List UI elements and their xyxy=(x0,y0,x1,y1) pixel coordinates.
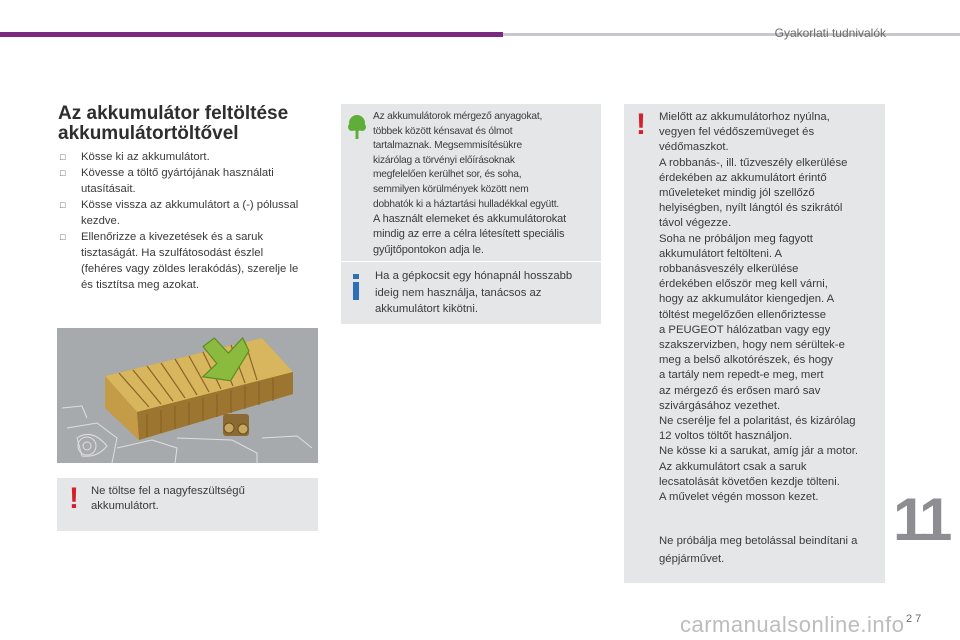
instruction-item xyxy=(58,197,320,229)
warning-text: Ne töltse fel a nagyfeszültségű akkumulátort. xyxy=(91,485,245,513)
instruction-item xyxy=(58,229,320,293)
warning-box-safety xyxy=(624,104,885,583)
header-rule xyxy=(503,33,960,36)
info-note-box xyxy=(341,262,601,324)
bullet-icon: □ xyxy=(60,152,66,162)
terminal-connector xyxy=(223,414,249,436)
page-title xyxy=(58,104,328,144)
info-note-text: Ha a gépkocsit egy hónapnál hosszabb ideig nem használja, tanácsos az akkumulátort kikötni. xyxy=(375,270,573,315)
environment-note-box xyxy=(341,104,601,261)
environment-tree-icon xyxy=(347,114,367,140)
instruction-text: Kösse ki az akkumulátort. xyxy=(81,151,210,163)
instruction-text: utasításait. xyxy=(81,183,136,195)
bullet-icon: □ xyxy=(60,200,66,210)
battery-pack-drawing xyxy=(57,328,318,463)
instruction-text: tisztaságát. Ha szulfátosodást észlel xyxy=(81,247,264,259)
header-accent-bar xyxy=(0,32,503,37)
instruction-list xyxy=(58,149,320,293)
watermark: carmanualsonline.info xyxy=(680,612,905,637)
environment-note-text: Az akkumulátorok mérgező anyagokat, többek között kénsavat és ólmot tartalmaznak. Megsemmisítésükre kizárólag a törvényi előírásoknak megfelelően kerülhet sor, és soha, semmilyen körülmények között nem dobhatók ki a háztartási hulladékkal együtt. A használt elemeket és akkumulátorokat mindig az erre a célra létesített speciális gyűjtőpontokon adja le. xyxy=(373,111,567,256)
push-start-warning-text: Ne próbálja meg betolással beindítani a gépjárművet. xyxy=(659,535,858,565)
info-icon xyxy=(351,274,361,300)
instruction-item xyxy=(58,165,320,197)
instruction-item xyxy=(58,149,320,165)
warning-exclamation-icon: ! xyxy=(636,108,646,141)
warning-box-high-voltage xyxy=(57,478,318,531)
page-number: 2 7 xyxy=(906,613,922,625)
instruction-text: Kövesse a töltő gyártójának használati xyxy=(81,167,274,179)
instruction-text: és tisztítsa meg azokat. xyxy=(81,279,200,291)
chapter-number: 11 xyxy=(893,486,949,553)
section-title: Gyakorlati tudnivalók xyxy=(774,26,886,40)
bullet-icon: □ xyxy=(60,232,66,242)
instruction-text: Ellenőrizze a kivezetések és a saruk xyxy=(81,231,264,243)
instruction-text: kezdve. xyxy=(81,215,120,227)
instruction-text: (fehéres vagy zöldes lerakódás), szerelje le xyxy=(81,263,299,275)
battery-illustration xyxy=(57,328,318,463)
bullet-icon: □ xyxy=(60,168,66,178)
instruction-text: Kösse vissza az akkumulátort a (-) pólussal xyxy=(81,199,299,211)
safety-warning-text: Mielőtt az akkumulátorhoz nyúlna, vegyen fel védőszemüveget és védőmaszkot. A robbanás-, ill. tűzveszély elkerülése érdekében az akkumulátort érintő műveleteket mindig jól szellőző helyiségben, nyílt lángtól és szikrától távol végezze. Soha ne próbáljon meg fagyott akkumulátort feltölteni. A robbanásveszély elkerülése érdekében először meg kell várni, hogy az akkumulátor kiengedjen. A töltést megelőzően ellenőriztesse a PEUGEOT hálózatban vagy egy szakszervizben, hogy nem sérültek-e meg a belső alkotórészek, és hogy a tartály nem repedt-e meg, mert az mérgező és erősen maró sav szivárgásához vezethet. Ne cserélje fel a polaritást, és kizárólag 12 voltos töltőt használjon. Ne kösse ki a sarukat, amíg jár a motor. Az akkumulátort csak a saruk lecsatolását követően kezdje tölteni. A művelet végén mosson kezet. xyxy=(659,111,859,504)
warning-exclamation-icon: ! xyxy=(69,482,79,515)
page-title-line-2: akkumulátortöltővel xyxy=(58,123,239,144)
page-title-line-1: Az akkumulátor feltöltése xyxy=(58,103,289,124)
